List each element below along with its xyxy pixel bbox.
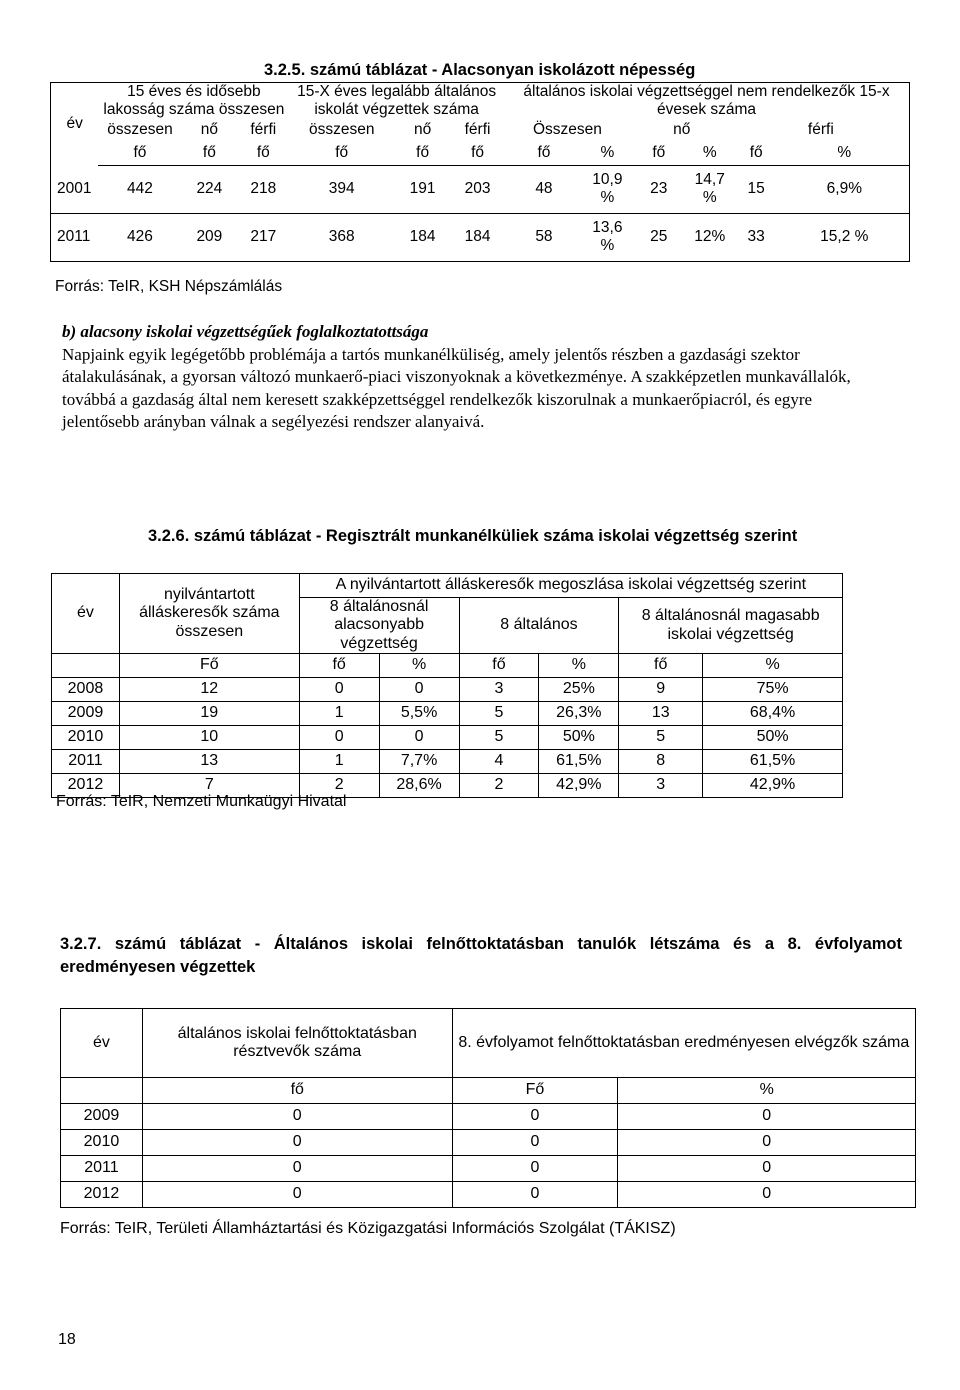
t2-cell: 13 <box>619 702 703 726</box>
t1-subheader: férfi <box>733 119 910 142</box>
t3-unit: Fő <box>452 1078 618 1104</box>
t3-cell: 2011 <box>61 1156 143 1182</box>
t1-unit: fő <box>733 142 780 166</box>
t1-subheader: összesen <box>308 121 375 139</box>
t2-cell: 42,9% <box>703 774 843 798</box>
t1-unit: fő <box>451 142 504 166</box>
table2 <box>51 573 843 798</box>
t1-cell: 394 <box>289 165 394 213</box>
t1-cell: 48 <box>504 165 584 213</box>
t2-cell: 5,5% <box>379 702 459 726</box>
t3-cell: 0 <box>452 1104 618 1130</box>
t2-cell: 19 <box>119 702 299 726</box>
t2-cell: 61,5% <box>703 750 843 774</box>
t2-cell: 1 <box>299 702 379 726</box>
t2-cell: 2008 <box>52 678 120 702</box>
t1-header-population: 15 éves és idősebb lakosság száma összesen <box>98 83 289 119</box>
t1-body <box>51 165 910 261</box>
t1-unit: fő <box>394 142 451 166</box>
t1-subheader: nő <box>673 121 691 139</box>
t2-cell: 0 <box>299 678 379 702</box>
table3 <box>60 1008 916 1208</box>
t3-unit: % <box>618 1078 916 1104</box>
t2-cell: 0 <box>299 726 379 750</box>
t2-cell: 0 <box>379 726 459 750</box>
t2-unit: fő <box>299 654 379 678</box>
t2-cell: 50% <box>539 726 619 750</box>
t2-header-total: nyilvántartott álláskeresők száma összesen <box>119 574 299 654</box>
t1-unit: % <box>687 142 733 166</box>
t1-unit: fő <box>237 142 289 166</box>
t1-unit: fő <box>631 142 687 166</box>
t1-subheader: nő <box>413 121 432 139</box>
t3-header-participants: általános iskolai felnőttoktatásban résztvevők száma <box>142 1009 452 1078</box>
t2-cell: 2010 <box>52 726 120 750</box>
t1-cell: 203 <box>451 165 504 213</box>
t3-cell: 0 <box>618 1182 916 1208</box>
t2-body <box>52 678 843 798</box>
t2-header-8: 8 általános <box>459 598 619 654</box>
t1-unit: fő <box>181 142 237 166</box>
t2-cell: 61,5% <box>539 750 619 774</box>
t2-cell: 2011 <box>52 750 120 774</box>
t1-cell: 218 <box>237 165 289 213</box>
t1-cell: 426 <box>98 213 181 261</box>
table-row <box>52 726 843 750</box>
t3-cell: 0 <box>618 1130 916 1156</box>
t2-cell: 10 <box>119 726 299 750</box>
t1-cell: 15,2 % <box>780 213 910 261</box>
t1-cell: 209 <box>181 213 237 261</box>
table-row <box>61 1182 916 1208</box>
table-row <box>52 750 843 774</box>
table3-title: 3.2.7. számú táblázat - Általános iskolai felnőttoktatásban tanulók létszáma és a 8. évfolyamot eredményesen végzettek <box>60 935 902 976</box>
t1-cell: 25 <box>631 213 687 261</box>
t1-cell: 442 <box>98 165 181 213</box>
t1-cell: 368 <box>289 213 394 261</box>
t3-units-row <box>61 1078 916 1104</box>
t1-header-not-completed: általános iskolai végzettséggel nem rendelkezők 15-x évesek száma <box>504 83 910 119</box>
t2-unit: fő <box>619 654 703 678</box>
t2-cell: 8 <box>619 750 703 774</box>
t1-cell: 15 <box>733 165 780 213</box>
t2-units-row <box>52 654 843 678</box>
table1 <box>50 82 910 262</box>
table1-title: 3.2.5. számú táblázat - Alacsonyan iskolázott népesség <box>264 61 696 79</box>
t2-header-year: év <box>52 574 120 654</box>
t3-header-completed: 8. évfolyamot felnőttoktatásban eredményesen elvégzők száma <box>452 1009 915 1078</box>
t1-cell: 10,9 % <box>584 165 631 213</box>
t1-cell: 12% <box>687 213 733 261</box>
t2-cell: 2 <box>299 774 379 798</box>
t1-cell: 2011 <box>51 213 99 261</box>
t1-unit: fő <box>504 142 584 166</box>
t2-cell: 2009 <box>52 702 120 726</box>
t2-cell: 75% <box>703 678 843 702</box>
t3-body <box>61 1104 916 1208</box>
t1-cell: 191 <box>394 165 451 213</box>
t1-unit: fő <box>98 142 181 166</box>
t1-cell: 6,9% <box>780 165 910 213</box>
t3-cell: 0 <box>452 1130 618 1156</box>
section-b-title: b) alacsony iskolai végzettségűek foglalkoztatottsága <box>62 322 429 341</box>
page-number: 18 <box>58 1331 76 1348</box>
t3-cell: 0 <box>142 1104 452 1130</box>
t2-cell: 2012 <box>52 774 120 798</box>
t2-cell: 25% <box>539 678 619 702</box>
t3-cell: 2009 <box>61 1104 143 1130</box>
t1-subheader: férfi <box>464 121 491 139</box>
t2-cell: 28,6% <box>379 774 459 798</box>
table-row <box>52 678 843 702</box>
table1-source: Forrás: TeIR, KSH Népszámlálás <box>55 278 283 295</box>
t1-cell: 23 <box>631 165 687 213</box>
t2-cell: 5 <box>459 726 539 750</box>
t1-subheader: Összesen <box>532 121 602 139</box>
section-b <box>62 321 862 434</box>
table-row <box>51 213 910 261</box>
t2-unit: % <box>379 654 459 678</box>
t1-cell: 224 <box>181 165 237 213</box>
table-row <box>61 1156 916 1182</box>
t3-cell: 2010 <box>61 1130 143 1156</box>
t2-cell: 5 <box>459 702 539 726</box>
t3-cell: 0 <box>142 1156 452 1182</box>
t1-cell: 33 <box>733 213 780 261</box>
t3-unit: fő <box>142 1078 452 1104</box>
t2-cell: 42,9% <box>539 774 619 798</box>
t1-cell: 13,6 % <box>584 213 631 261</box>
table-row <box>61 1130 916 1156</box>
t3-cell: 0 <box>452 1156 618 1182</box>
t2-cell: 3 <box>619 774 703 798</box>
t2-header-above8: 8 általánosnál magasabb iskolai végzettség <box>619 598 843 654</box>
t3-cell: 0 <box>142 1182 452 1208</box>
table-row <box>51 165 910 213</box>
t2-cell: 7 <box>119 774 299 798</box>
t1-unit: fő <box>289 142 394 166</box>
t2-unit: % <box>703 654 843 678</box>
t2-cell: 1 <box>299 750 379 774</box>
t2-unit: fő <box>459 654 539 678</box>
t2-cell: 2 <box>459 774 539 798</box>
t2-cell: 5 <box>619 726 703 750</box>
t1-cell: 14,7 % <box>687 165 733 213</box>
t2-header-below8: 8 általánosnál alacsonyabb végzettség <box>299 598 459 654</box>
t1-cell: 184 <box>451 213 504 261</box>
t1-subheader: férfi <box>250 121 277 139</box>
t3-cell: 0 <box>618 1104 916 1130</box>
t1-unit: % <box>780 142 910 166</box>
t1-cell: 184 <box>394 213 451 261</box>
section-b-paragraph: Napjaink egyik legégetőbb problémája a tartós munkanélküliség, amely jelentős részben a gazdasági szektor átalakulásának, a gyorsan változó munkaerő-piaci viszonyoknak a következménye. A szakképzetlen munkavállalók, továbbá a gazdaság által nem keresett szakképzettséggel rendelkezők kiszorulnak a munkaerőpiacról, és egyre jelentősebb arányban válnak a segélyezési rendszer alanyaivá. <box>62 344 851 432</box>
t2-cell: 12 <box>119 678 299 702</box>
t3-cell: 0 <box>142 1130 452 1156</box>
t1-cell: 2001 <box>51 165 99 213</box>
t2-cell: 13 <box>119 750 299 774</box>
t2-cell: 50% <box>703 726 843 750</box>
t3-cell: 0 <box>618 1156 916 1182</box>
t1-cell: 217 <box>237 213 289 261</box>
table2-source: Forrás: TeIR, Nemzeti Munkaügyi Hivatal <box>56 793 347 810</box>
t2-cell: 0 <box>379 678 459 702</box>
t2-cell: 68,4% <box>703 702 843 726</box>
table2-title: 3.2.6. számú táblázat - Regisztrált munkanélküliek száma iskolai végzettség szerint <box>148 527 798 545</box>
table-row <box>61 1104 916 1130</box>
t2-units-spacer <box>52 654 120 678</box>
t2-cell: 26,3% <box>539 702 619 726</box>
t2-cell: 7,7% <box>379 750 459 774</box>
t1-subheader: összesen <box>107 121 173 139</box>
t1-subheader: nő <box>200 121 218 139</box>
t2-unit: Fő <box>119 654 299 678</box>
t1-header-completed: 15-X éves legalább általános iskolát végzettek száma <box>289 83 504 119</box>
t3-units-spacer <box>61 1078 143 1104</box>
t1-header-year: év <box>51 83 99 166</box>
t2-cell: 4 <box>459 750 539 774</box>
t3-cell: 2012 <box>61 1182 143 1208</box>
t3-header-year: év <box>61 1009 143 1078</box>
t2-header-distribution: A nyilvántartott álláskeresők megoszlása iskolai végzettség szerint <box>299 574 842 598</box>
t1-subheader-row <box>51 119 910 142</box>
t1-cell: 58 <box>504 213 584 261</box>
table-row <box>52 702 843 726</box>
t2-cell: 3 <box>459 678 539 702</box>
table3-source: Forrás: TeIR, Területi Államháztartási és Közigazgatási Információs Szolgálat (TÁKISZ) <box>60 1220 676 1237</box>
t1-unit: % <box>584 142 631 166</box>
t1-units-row <box>51 142 910 166</box>
t3-cell: 0 <box>452 1182 618 1208</box>
t2-cell: 9 <box>619 678 703 702</box>
t2-unit: % <box>539 654 619 678</box>
